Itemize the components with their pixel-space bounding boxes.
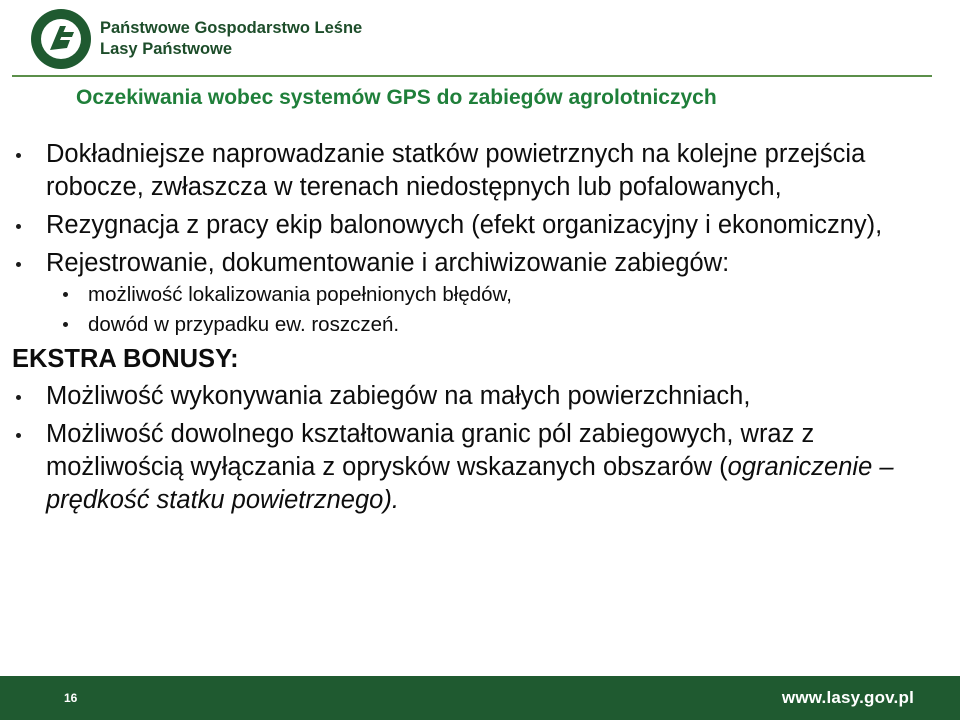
- extra-bullet-2-text: Możliwość dowolnego kształtowania granic pól zabiegowych, wraz z możliwością wyłączania z oprysków wskazanych obszarów (: [46, 420, 815, 481]
- sub-bullet-2: dowód w przypadku ew. roszczeń.: [12, 310, 947, 340]
- slide-title: Oczekiwania wobec systemów GPS do zabiegów agrolotniczych: [76, 86, 717, 109]
- footer-bar: [0, 676, 960, 720]
- org-line-1: Państwowe Gospodarstwo Leśne: [100, 19, 363, 37]
- org-line-2: Lasy Państwowe: [100, 40, 233, 58]
- extra-bullet-2-italic: ograniczenie – prędkość statku powietrznego).: [46, 453, 894, 514]
- bullet-3: Rejestrowanie, dokumentowanie i archiwizowanie zabiegów:: [12, 247, 947, 280]
- extra-bullet-2: [12, 418, 947, 517]
- page-number: 16: [64, 691, 78, 705]
- extra-heading: EKSTRA BONUSY:: [12, 345, 239, 373]
- sub-bullet-1: możliwość lokalizowania popełnionych błędów,: [12, 280, 947, 310]
- header-divider: [12, 75, 932, 77]
- bullet-1: Dokładniejsze naprowadzanie statków powietrznych na kolejne przejścia robocze, zwłaszcza w terenach niedostępnych lub pofalowanych,: [12, 138, 947, 204]
- extra-bullet-1: Możliwość wykonywania zabiegów na małych powierzchniach,: [12, 380, 947, 413]
- bullet-2: Rezygnacja z pracy ekip balonowych (efekt organizacyjny i ekonomiczny),: [12, 209, 947, 242]
- lasy-panstwowe-logo: [30, 8, 92, 70]
- organization-name: [100, 18, 362, 60]
- footer-url[interactable]: www.lasy.gov.pl: [781, 688, 914, 707]
- slide-content: [12, 138, 947, 517]
